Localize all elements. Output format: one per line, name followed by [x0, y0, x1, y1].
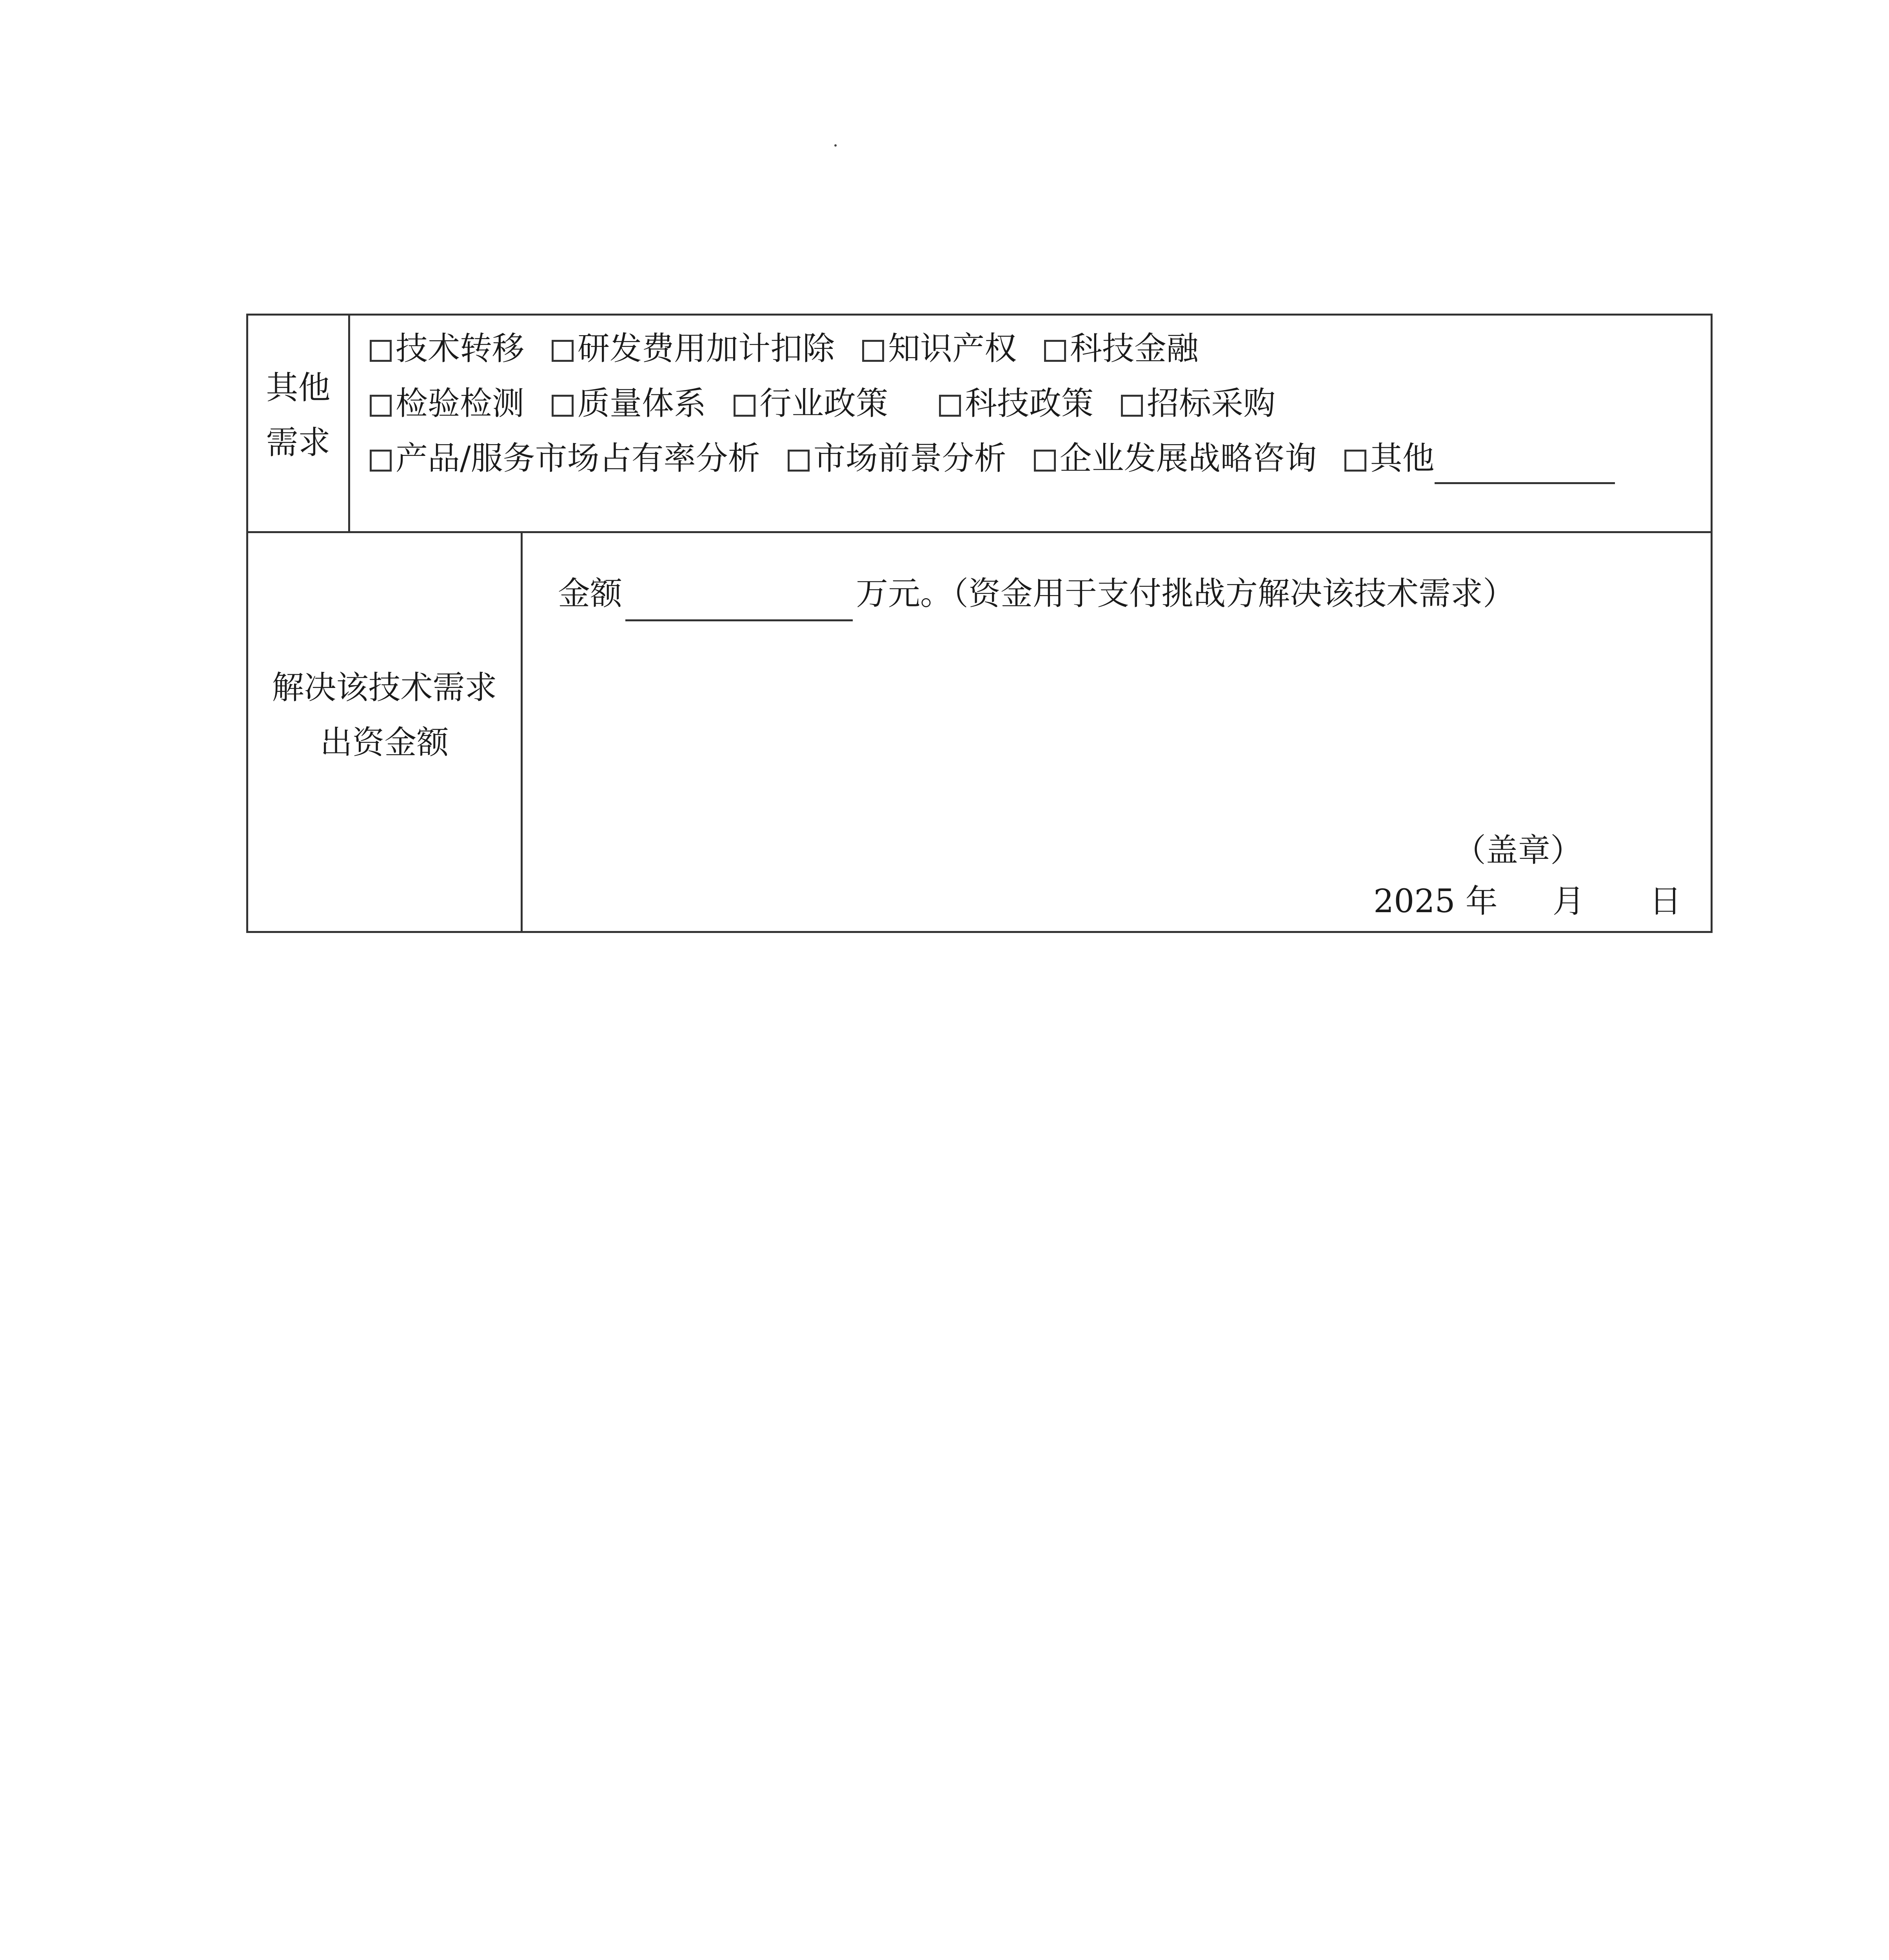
checkbox-icon[interactable] [552, 395, 574, 417]
option-rd-deduction[interactable] [552, 323, 835, 374]
other-fill-line[interactable] [1435, 447, 1615, 484]
date-year: 2025 年 [1373, 883, 1498, 920]
checkbox-icon[interactable] [370, 340, 392, 362]
checkbox-icon[interactable] [1121, 395, 1143, 417]
option-label: 技术转移 [396, 330, 525, 367]
option-procurement[interactable] [1121, 378, 1275, 429]
option-label: 产品/服务市场占有率分析 [396, 440, 760, 477]
funding-amount-label [248, 661, 521, 770]
option-label: 科技政策 [965, 385, 1094, 422]
requirements-form-table [246, 314, 1713, 933]
option-label: 企业发展战略咨询 [1059, 440, 1317, 477]
options-row-3 [370, 433, 1615, 484]
date-month: 月 [1552, 883, 1585, 920]
option-quality-system[interactable] [552, 378, 706, 429]
options-row-2 [370, 378, 1303, 429]
option-market-outlook[interactable] [788, 433, 1006, 484]
option-label: 行业政策 [759, 385, 888, 422]
option-label: 知识产权 [888, 330, 1017, 367]
option-label: 招标采购 [1147, 385, 1276, 422]
column-divider [348, 316, 350, 531]
option-inspection[interactable] [370, 378, 524, 429]
option-tech-finance[interactable] [1044, 323, 1199, 374]
checkbox-icon[interactable] [862, 340, 884, 362]
option-label: 科技金融 [1070, 330, 1199, 367]
option-market-share[interactable] [370, 433, 760, 484]
funding-label-line2: 出资金额 [320, 724, 449, 761]
option-label: 质量体系 [578, 385, 707, 422]
date-day: 日 [1649, 883, 1682, 920]
option-label: 研发费用加计扣除 [578, 330, 835, 367]
checkbox-icon[interactable] [1044, 340, 1066, 362]
option-strategy[interactable] [1034, 433, 1317, 484]
checkbox-icon[interactable] [370, 395, 392, 417]
other-needs-label-line1: 其他 [266, 369, 331, 407]
scan-dot [834, 144, 837, 147]
amount-suffix: 万元。（资金用于支付挑战方解决该技术需求） [856, 575, 1515, 612]
column-divider [521, 531, 523, 931]
checkbox-icon[interactable] [1344, 450, 1366, 472]
checkbox-icon[interactable] [939, 395, 961, 417]
option-label: 检验检测 [396, 385, 525, 422]
option-tech-transfer[interactable] [370, 323, 524, 374]
options-row-1 [370, 323, 1226, 374]
option-other[interactable] [1344, 433, 1615, 484]
checkbox-icon[interactable] [552, 340, 574, 362]
checkbox-icon[interactable] [1034, 450, 1056, 472]
amount-blank-field[interactable] [625, 578, 853, 621]
option-ip[interactable] [862, 323, 1017, 374]
funding-label-line1: 解决该技术需求 [272, 669, 497, 706]
row-divider [248, 531, 1711, 533]
seal-label: （盖章） [1454, 832, 1583, 869]
option-label: 其他 [1370, 440, 1435, 477]
sign-date [1373, 876, 1682, 927]
option-label: 市场前景分析 [813, 440, 1006, 477]
checkbox-icon[interactable] [734, 395, 756, 417]
other-needs-label-line2: 需求 [266, 424, 331, 461]
option-industry-policy[interactable] [734, 378, 888, 429]
amount-line [558, 566, 1515, 621]
checkbox-icon[interactable] [370, 450, 392, 472]
amount-prefix: 金额 [558, 575, 623, 612]
checkbox-icon[interactable] [788, 450, 810, 472]
other-needs-label [248, 361, 348, 470]
option-tech-policy[interactable] [939, 378, 1093, 429]
